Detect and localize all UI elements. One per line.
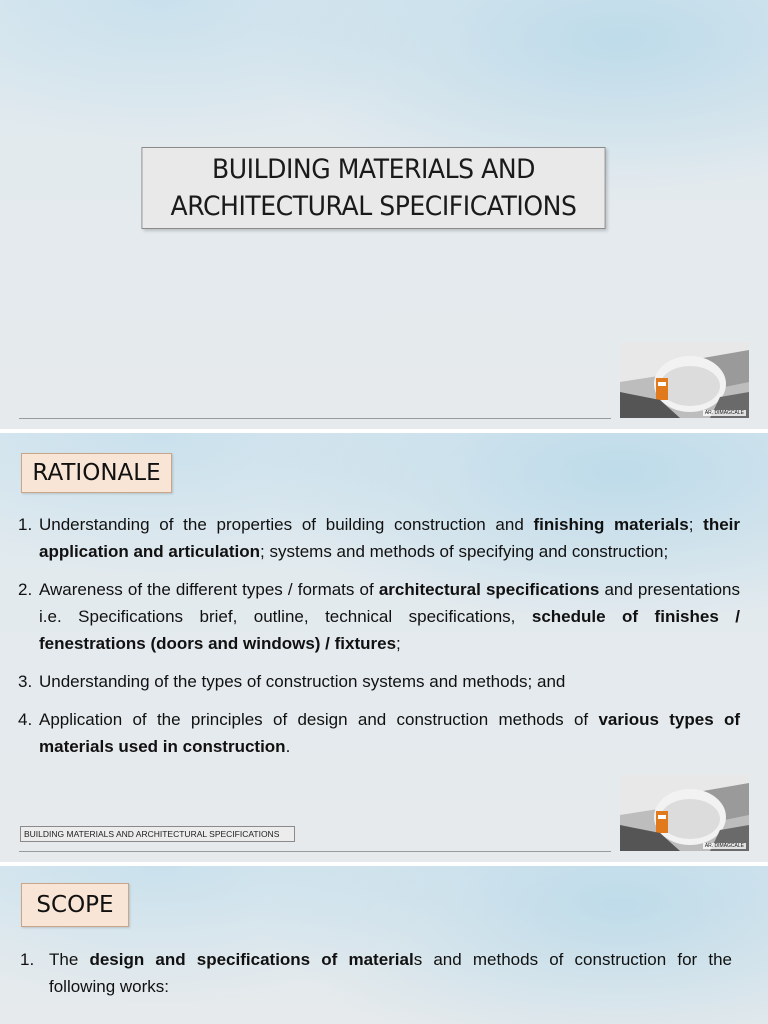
hard-hat-photo bbox=[620, 775, 749, 851]
title-line-2: ARCHITECTURAL SPECIFICATIONS bbox=[170, 191, 577, 222]
list-item bbox=[18, 706, 740, 760]
item-text: ; systems and methods of specifying and construction; bbox=[260, 542, 669, 561]
slide-rationale bbox=[0, 433, 768, 862]
item-text: Awareness of the different types / formats of bbox=[39, 580, 379, 599]
item-text: ; bbox=[396, 634, 401, 653]
item-number: 3. bbox=[18, 672, 33, 691]
item-number: 2. bbox=[18, 580, 33, 599]
list-item bbox=[20, 946, 732, 1000]
item-bold: various types of materials used in construction bbox=[39, 710, 740, 756]
item-bold: architectural specifications bbox=[378, 580, 600, 599]
item-text: . bbox=[285, 737, 291, 756]
slide-scope bbox=[0, 866, 768, 1024]
item-text: The bbox=[49, 950, 90, 969]
list-item bbox=[18, 511, 740, 565]
title-box bbox=[141, 147, 605, 229]
rationale-list bbox=[18, 511, 740, 760]
item-text: ; bbox=[688, 515, 704, 534]
hard-hat-photo bbox=[620, 342, 749, 418]
scope-heading: SCOPE bbox=[21, 883, 129, 927]
item-bold: schedule of finishes / fenestrations (doors and windows) / fixtures bbox=[39, 607, 740, 653]
scope-list bbox=[20, 946, 732, 1000]
item-number: 4. bbox=[18, 710, 33, 729]
item-text: Understanding of the types of construction systems and methods; and bbox=[39, 672, 566, 691]
hard-hat-icon bbox=[620, 775, 749, 851]
item-number: 1. bbox=[20, 950, 35, 969]
photo-credit: AR. DIMAGCALE bbox=[704, 843, 744, 849]
item-text: Understanding of the properties of building construction and bbox=[39, 515, 534, 534]
item-text: s and methods of construction for the following works: bbox=[49, 950, 732, 996]
footer-course-title: BUILDING MATERIALS AND ARCHITECTURAL SPECIFICATIONS bbox=[20, 826, 295, 842]
item-number: 1. bbox=[18, 515, 33, 534]
divider-line bbox=[19, 851, 611, 852]
item-text: and presentations i.e. Specifications brief, outline, technical specifications, bbox=[39, 580, 740, 626]
item-bold: design and specifications of material bbox=[89, 950, 414, 969]
list-item bbox=[18, 668, 740, 695]
photo-credit: AR. DIMAGCALE bbox=[704, 410, 744, 416]
list-item bbox=[18, 576, 740, 657]
divider-line bbox=[19, 418, 611, 419]
item-text: Application of the principles of design and construction methods of bbox=[39, 710, 599, 729]
rationale-heading: RATIONALE bbox=[21, 453, 172, 493]
hard-hat-icon bbox=[620, 342, 749, 418]
item-bold: finishing materials bbox=[533, 515, 689, 534]
title-line-1: BUILDING MATERIALS AND bbox=[211, 154, 536, 185]
item-bold: their application and articulation bbox=[39, 515, 741, 561]
slide-title bbox=[0, 0, 768, 429]
